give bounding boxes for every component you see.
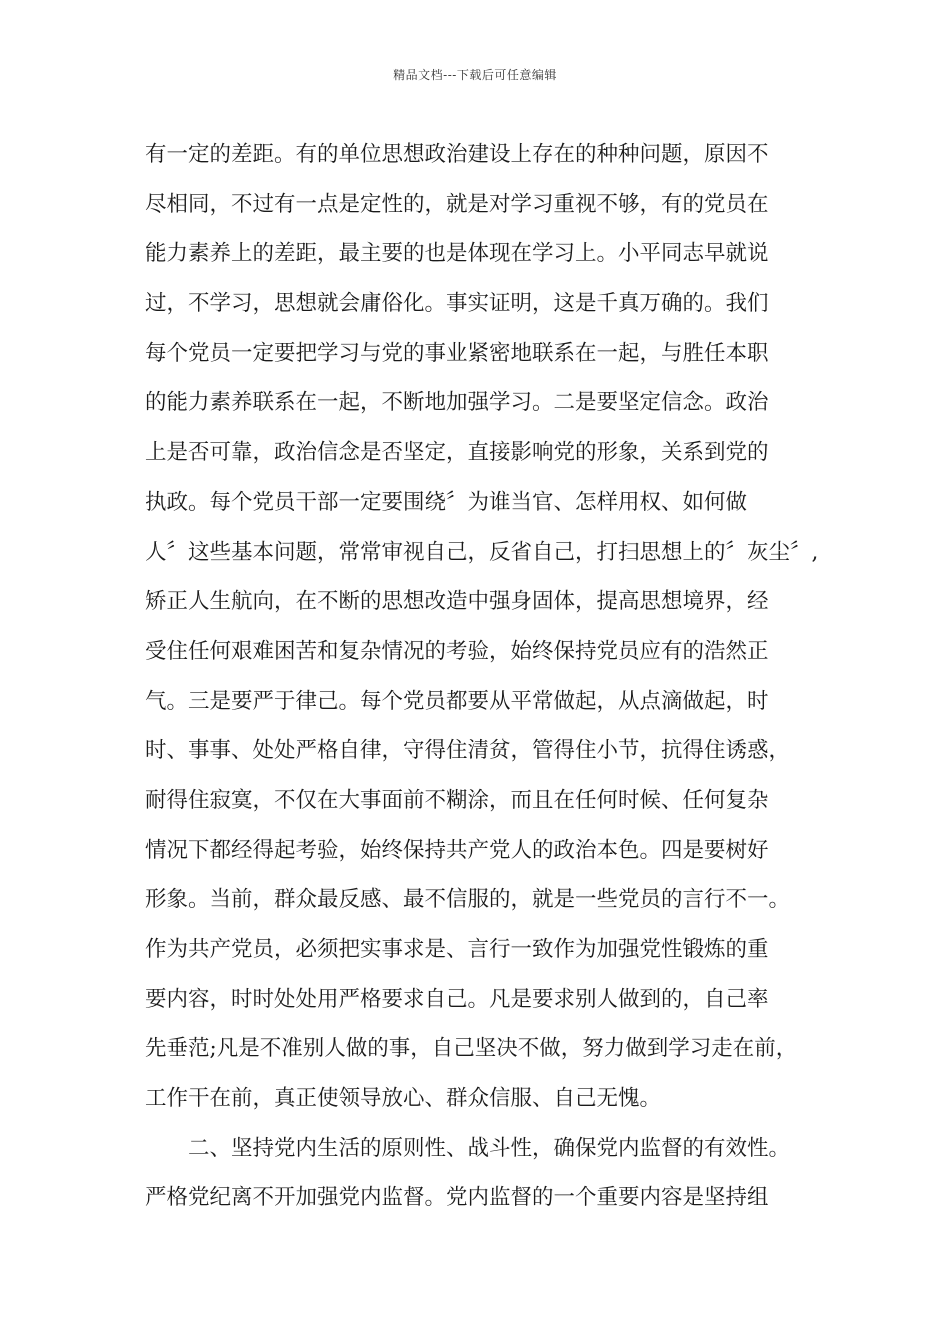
section-heading-line: 二、坚持党内生活的原则性、战斗性，确保党内监督的有效性。 <box>188 1135 791 1161</box>
text-line: 耐得住寂寞，不仅在大事面前不糊涂，而且在任何时候、任何复杂 <box>145 787 769 813</box>
text-line: 的能力素养联系在一起，不断地加强学习。二是要坚定信念。政治 <box>145 390 769 416</box>
document-body <box>145 130 825 1223</box>
text-line: 人〞这些基本问题，常常审视自己，反省自己，打扫思想上的〞灰尘〞, <box>145 539 819 565</box>
text-line: 过，不学习，思想就会庸俗化。事实证明，这是千真万确的。我们 <box>145 291 769 317</box>
text-line: 严格党纪离不开加强党内监督。党内监督的一个重要内容是坚持组 <box>145 1185 769 1211</box>
page-header: 精品文档---下载后可任意编辑 <box>393 68 557 82</box>
text-line: 要内容，时时处处用严格要求自己。凡是要求别人做到的，自己率 <box>145 986 769 1012</box>
text-line: 有一定的差距。有的单位思想政治建设上存在的种种问题，原因不 <box>145 142 769 167</box>
text-line: 气。三是要严于律己。每个党员都要从平常做起，从点滴做起，时 <box>145 688 769 714</box>
text-line: 作为共产党员，必须把实事求是、言行一致作为加强党性锻炼的重 <box>145 937 769 962</box>
text-line: 上是否可靠，政治信念是否坚定，直接影响党的形象，关系到党的 <box>145 440 769 466</box>
text-line: 先垂范;凡是不准别人做的事，自己坚决不做，努力做到学习走在前， <box>145 1036 798 1062</box>
text-line: 矫正人生航向，在不断的思想改造中强身固体，提高思想境界，经 <box>145 589 769 615</box>
text-line: 工作干在前，真正使领导放心、群众信服、自己无愧。 <box>145 1086 662 1112</box>
text-line: 能力素养上的差距，最主要的也是体现在学习上。小平同志早就说 <box>145 241 769 267</box>
text-line: 时、事事、处处严格自律，守得住清贫，管得住小节，抗得住诱惑， <box>145 738 791 764</box>
text-line: 执政。每个党员干部一定要围绕〞为谁当官、怎样用权、如何做 <box>145 489 748 515</box>
text-line: 受住任何艰难困苦和复杂情况的考验，始终保持党员应有的浩然正 <box>145 638 769 664</box>
text-line: 情况下都经得起考验，始终保持共产党人的政治本色。四是要树好 <box>145 837 769 863</box>
text-line: 形象。当前，群众最反感、最不信服的，就是一些党员的言行不一。 <box>145 887 791 913</box>
text-line: 每个党员一定要把学习与党的事业紧密地联系在一起，与胜任本职 <box>145 340 769 366</box>
text-line: 尽相同，不过有一点是定性的，就是对学习重视不够，有的党员在 <box>145 191 769 217</box>
